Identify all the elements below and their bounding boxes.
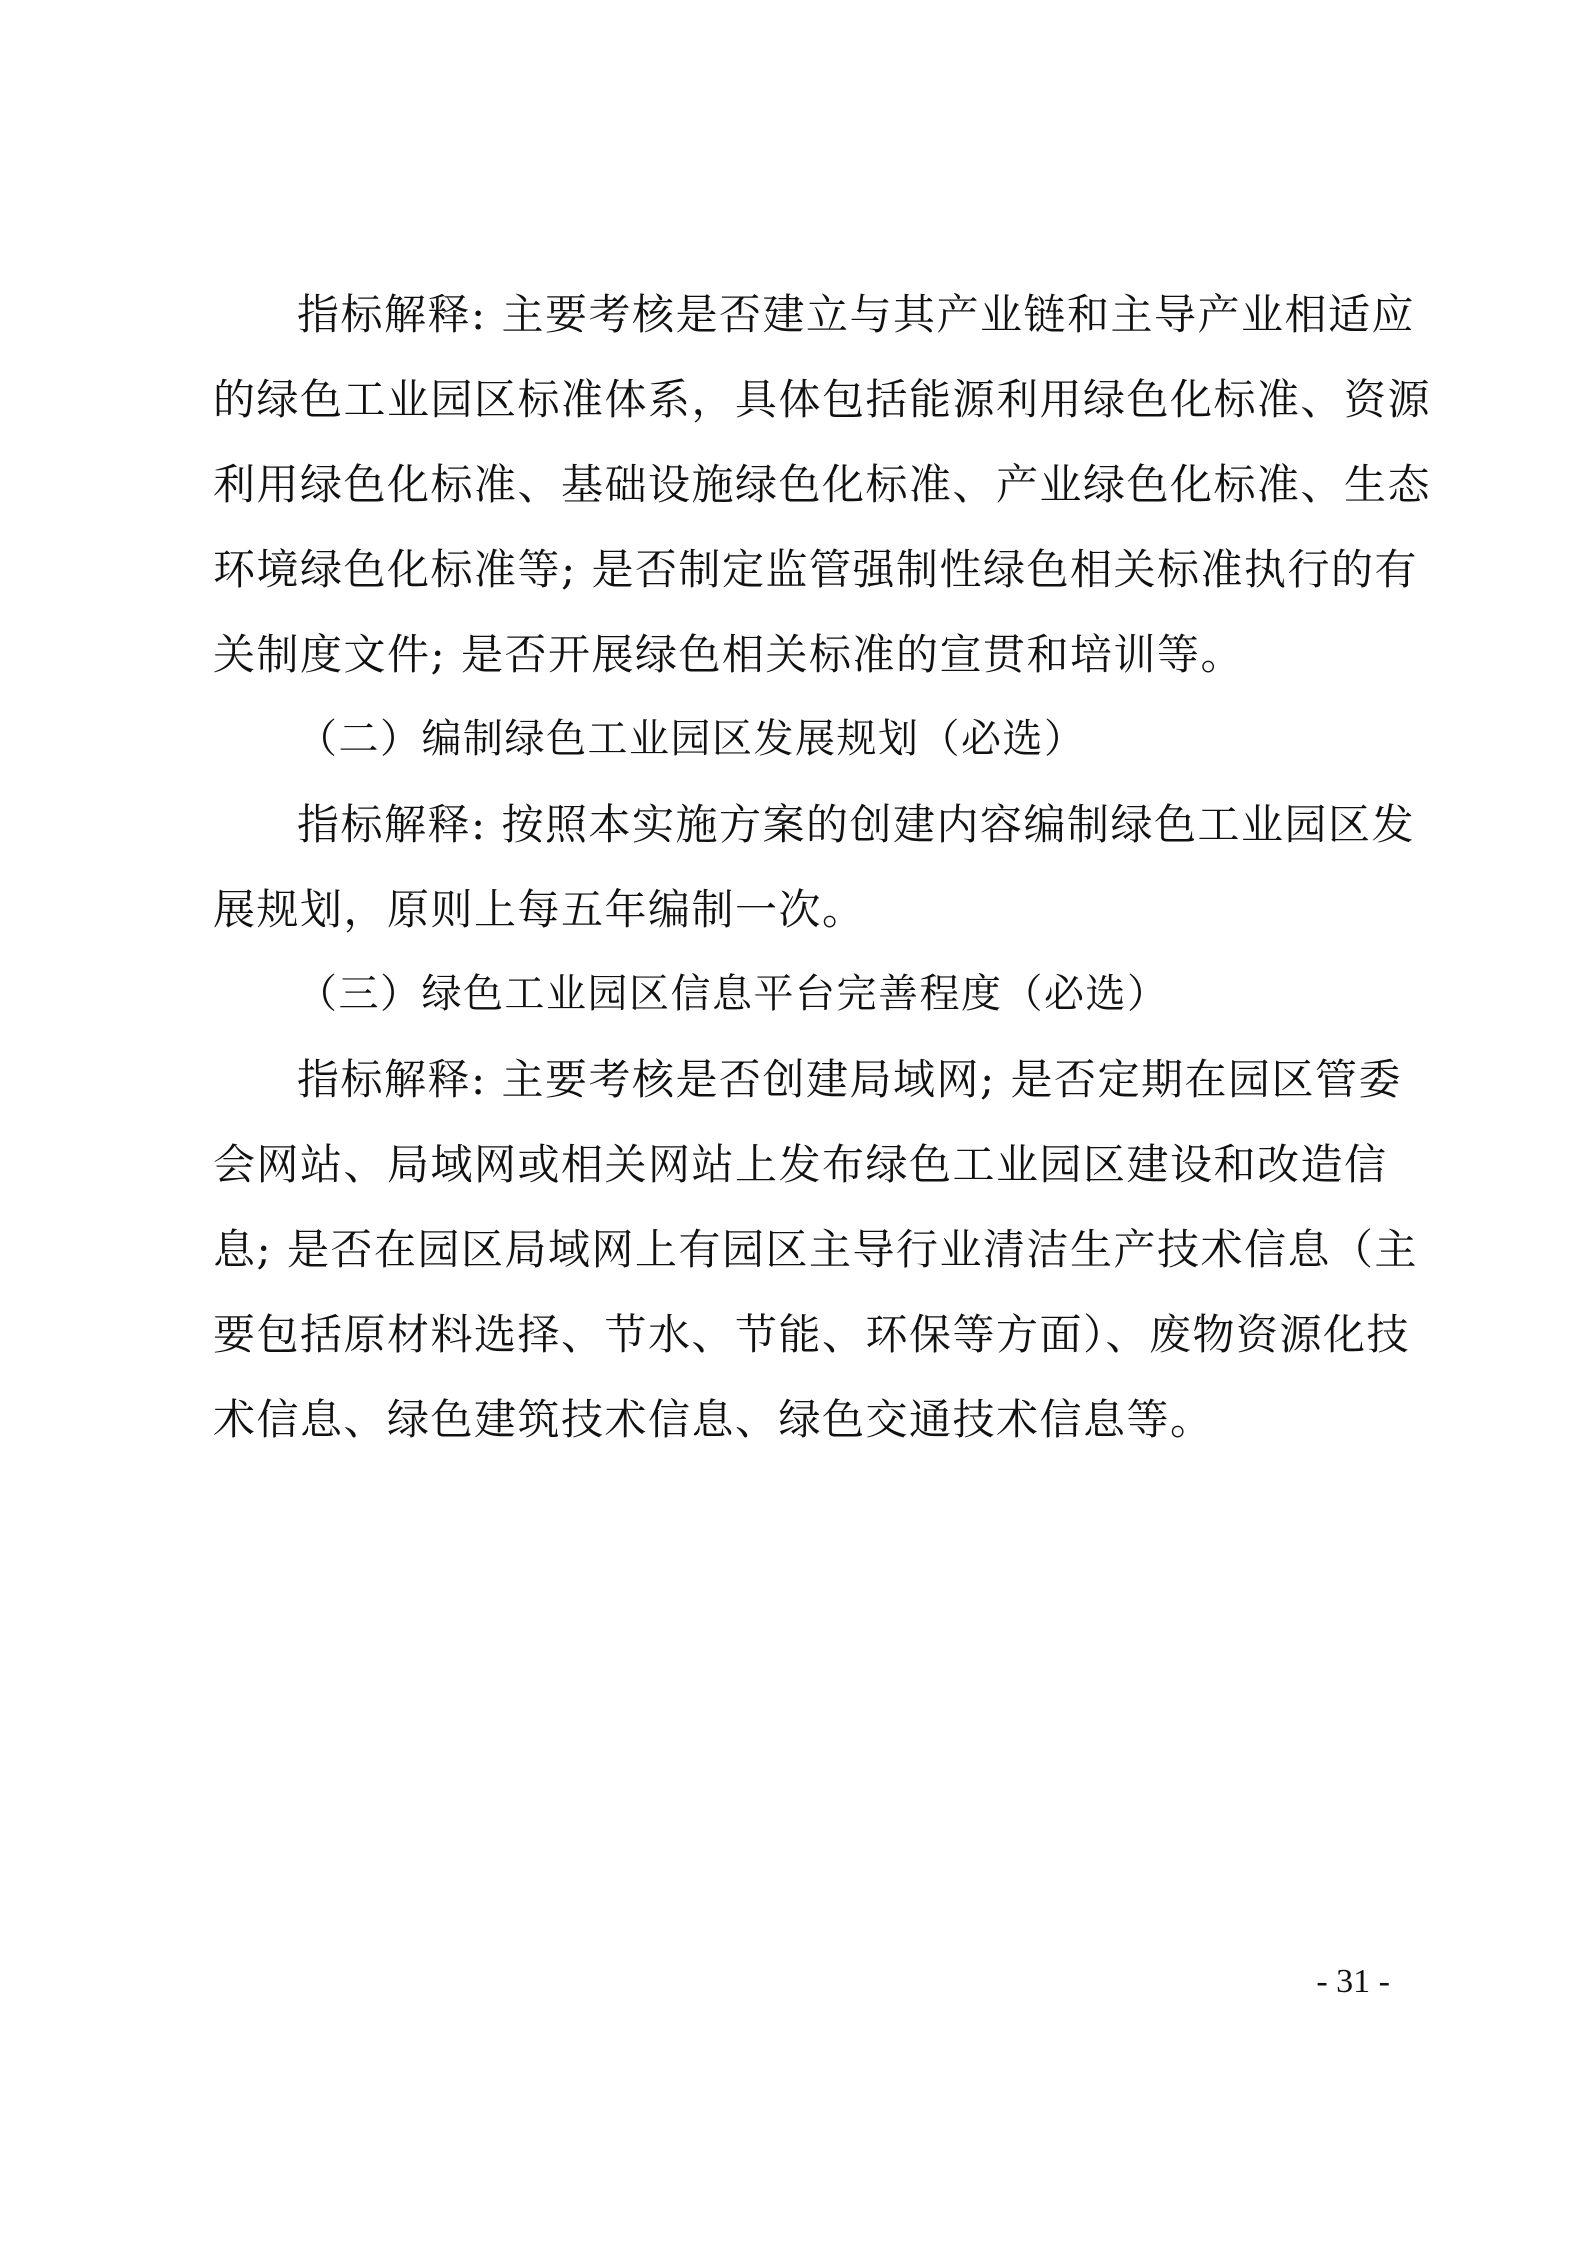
paragraph-line: 要包括原材料选择、节水、节能、环保等方面）、废物资源化技: [213, 1310, 1411, 1359]
paragraph-line: 关制度文件; 是否开展绿色相关标准的宣贯和培训等。: [213, 630, 1245, 679]
paragraph-line: 的绿色工业园区标准体系，具体包括能源利用绿色化标准、资源: [213, 375, 1432, 424]
section-2-paragraph: [213, 782, 1416, 952]
paragraph-line: 术信息、绿色建筑技术信息、绿色交通技术信息等。: [213, 1395, 1214, 1444]
section-2-heading: （二）编制绿色工业园区发展规划（必选）: [297, 716, 1086, 762]
paragraph-line: 指标解释: 按照本实施方案的创建内容编制绿色工业园区发: [297, 800, 1416, 849]
section-3-heading: （三）绿色工业园区信息平台完善程度（必选）: [297, 971, 1169, 1017]
section-1-paragraph: [213, 272, 1432, 697]
paragraph-line: 利用绿色化标准、基础设施绿色化标准、产业绿色化标准、生态: [213, 460, 1432, 509]
paragraph-line: 展规划，原则上每五年编制一次。: [213, 885, 866, 934]
paragraph-line: 会网站、局域网或相关网站上发布绿色工业园区建设和改造信: [213, 1140, 1388, 1189]
page-number: - 31 -: [1316, 1963, 1390, 2000]
page-body: [213, 272, 1432, 1462]
paragraph-line: 指标解释: 主要考核是否创建局域网; 是否定期在园区管委: [297, 1055, 1403, 1104]
section-3-paragraph: [213, 1037, 1419, 1462]
paragraph-line: 指标解释: 主要考核是否建立与其产业链和主导产业相适应: [297, 290, 1416, 339]
paragraph-line: 环境绿色化标准等; 是否制定监管强制性绿色相关标准执行的有: [213, 545, 1419, 594]
paragraph-line: 息; 是否在园区局域网上有园区主导行业清洁生产技术信息（主: [213, 1225, 1419, 1274]
